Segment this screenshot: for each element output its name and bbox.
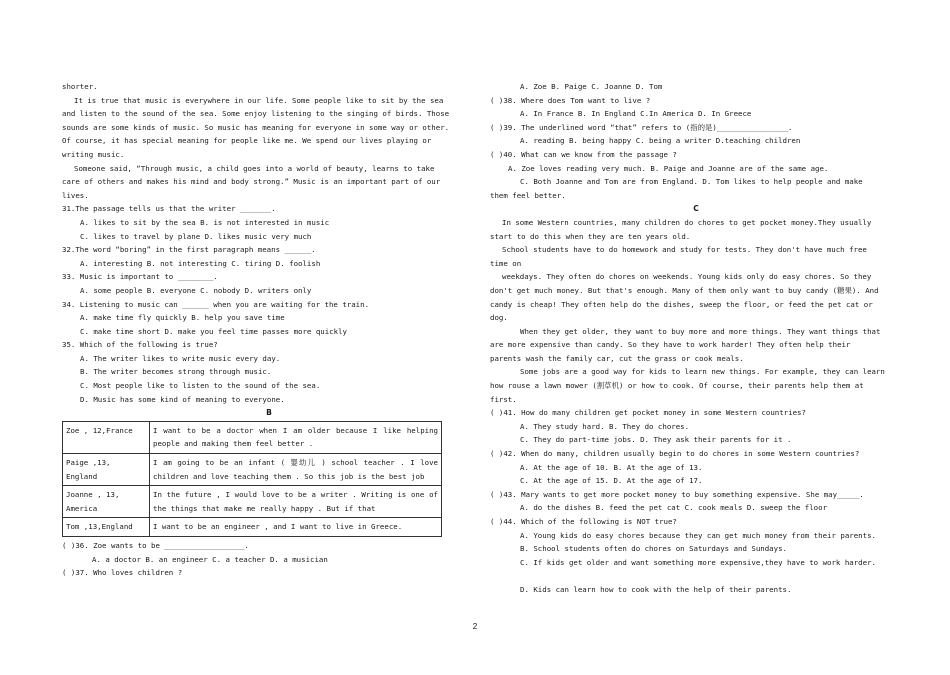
text-line: A. do the dishes B. feed the pet cat C. cook meals D. sweep the floor [520,503,828,513]
text-line: how rouse a lawn mower (割草机) or how to cook. Of course, their parents help them at [490,381,864,391]
text-line: ( )43. Mary wants to get more pocket money to buy something expensive. She may_____. [490,489,864,499]
text-line: B. School students often do chores on Saturdays and Sundays. [520,544,787,554]
people-info-table [62,421,442,537]
text-line: candy is cheap! They often help do the dishes, sweep the floor, or feed the pet cat or [490,299,873,309]
text-line: ( )41. How do many children get pocket money in some Western countries? [490,408,806,418]
text-line: A. Zoe B. Paige C. Joanne D. Tom [520,82,663,91]
text-line: start to do this when they are ten years old. [490,231,691,241]
text-line [490,569,902,583]
text-line: ( )39. The underlined word “that” refers to (指的是)________________. [490,122,793,132]
text-line: Some jobs are a good way for kids to learn new things. For example, they can learn [520,367,885,377]
text-line: It is true that music is everywhere in our life. Some people like to sit by the sea [74,95,444,105]
text-line: A. likes to sit by the sea B. is not interested in music [80,217,330,227]
table-row [63,486,442,518]
text-line: 34. Listening to music can ______ when you are waiting for the train. [62,299,370,309]
text-line: Someone said, “Through music, a child goes into a world of beauty, learns to take [74,163,435,173]
text-line: ( )37. Who loves children ? [62,568,183,578]
text-line: first. [490,394,517,404]
page-number: 2 [472,622,478,631]
text-line: A. In France B. In England C.In America D. In Greece [520,109,752,119]
text-line: C. Both Joanne and Tom are from England. D. Tom likes to help people and make [520,177,863,187]
text-line: dog. [490,313,508,323]
text-line: 32.The word “boring” in the first paragraph means ______. [62,245,316,255]
text-line: D. Music has some kind of meaning to everyone. [80,394,285,404]
text-line: are more expensive than candy. So they have to work harder! They often help their [490,340,851,350]
person-description-cell: I want to be an engineer , and I want to live in Greece. [150,518,442,537]
text-line: parents wash the family car, cut the grass or cook meals. [490,353,744,363]
text-line: ( )42. When do many, children usually begin to do chores in some Western countries? [490,449,860,459]
text-line: A. Young kids do easy chores because they can get much money from their parents. [520,530,876,540]
section-c-heading: C [693,204,699,214]
table-row [63,421,442,453]
text-line: lives. [62,190,89,200]
text-line: A. They study hard. B. They do chores. [520,421,690,431]
table-row [63,518,442,537]
questions-37-40 [490,80,902,202]
section-b-heading: B [266,408,272,418]
text-line: C. make time short D. make you feel time passes more quickly [80,326,347,336]
text-line: A. Zoe loves reading very much. B. Paige and Joanne are of the same age. [508,163,829,173]
text-line: 31.The passage tells us that the writer _______. [62,204,276,214]
text-line: ( )36. Zoe wants to be __________________. [62,541,249,550]
text-line: 33. Music is important to ________. [62,272,218,282]
text-line: B. The writer becomes strong through music. [80,367,272,377]
questions-36-37 [62,539,476,580]
text-line: When they get older, they want to buy more and more things. They want things that [520,326,881,336]
text-line: In some Western countries, many children do chores to get pocket money.They usually [502,217,872,227]
text-line: shorter. [62,82,98,91]
person-name-cell: Zoe , 12,France [63,421,150,453]
text-line: A. At the age of 10. B. At the age of 13. [520,462,703,472]
text-line: Of course, it has special meaning for people like me. We spend our lives playing or [62,136,432,146]
text-line: A. a doctor B. an engineer C. a teacher D. a musician [92,554,328,564]
text-line: ( )40. What can we know from the passage ? [490,149,677,159]
person-name-cell: Paige ,13, England [63,454,150,486]
person-name-cell: Joanne , 13, America [63,486,150,518]
text-line: A. The writer likes to write music every day. [80,353,281,363]
text-line: writing music. [62,149,125,159]
left-column [62,80,476,580]
text-line: time on [490,258,522,268]
person-description-cell: I want to be a doctor when I am older because I like helping people and making them feel better . [150,421,442,453]
passage-a-tail [62,80,476,406]
text-line: care of others and makes his mind and body strong.” Music is an important part of our [62,177,441,187]
text-line: A. some people B. everyone C. nobody D. writers only [80,285,312,295]
person-description-cell: I am going to be an infant ( 婴幼儿 ) school teacher . I love children and love teaching them . So this job is the best job [150,454,442,486]
text-line: ( )44. Which of the following is NOT true? [490,517,677,526]
text-line: C. They do part-time jobs. D. They ask their parents for it . [520,435,792,445]
text-line: C. If kids get older and want something more expensive,they have to work harder. [520,557,876,567]
text-line: 35. Which of the following is true? [62,340,218,350]
text-line: C. likes to travel by plane D. likes music very much [80,231,312,241]
text-line: them feel better. [490,190,566,200]
text-line: don't get much money. But that's enough. Many of them only want to buy candy (糖果). And [490,285,879,295]
right-column [490,80,902,597]
text-line: C. Most people like to listen to the sound of the sea. [80,381,321,391]
text-line: C. At the age of 15. D. At the age of 17. [520,476,703,486]
text-line: A. reading B. being happy C. being a writer D.teaching children [520,136,801,146]
text-line: A. make time fly quickly B. help you save time [80,313,285,323]
person-name-cell: Tom ,13,England [63,518,150,537]
text-line: A. interesting B. not interesting C. tiring D. foolish [80,258,321,268]
text-line: and listen to the sound of the sea. Some enjoy listening to the singing of birds. Those [62,109,450,119]
text-line: School students have to do homework and study for tests. They don't have much free [502,245,867,255]
text-line: weekdays. They often do chores on weekends. Young kids only do easy chores. So they [502,272,872,282]
person-description-cell: In the future , I would love to be a writer . Writing is one of the things that make me really happy . But if that [150,486,442,518]
text-line: ( )38. Where does Tom want to live ? [490,95,651,105]
table-row [63,454,442,486]
text-line: D. Kids can learn how to cook with the help of their parents. [520,584,792,594]
passage-c-and-questions [490,216,902,597]
text-line: sounds are some kinds of music. So music has meaning for everyone in some way or other. [62,122,450,132]
